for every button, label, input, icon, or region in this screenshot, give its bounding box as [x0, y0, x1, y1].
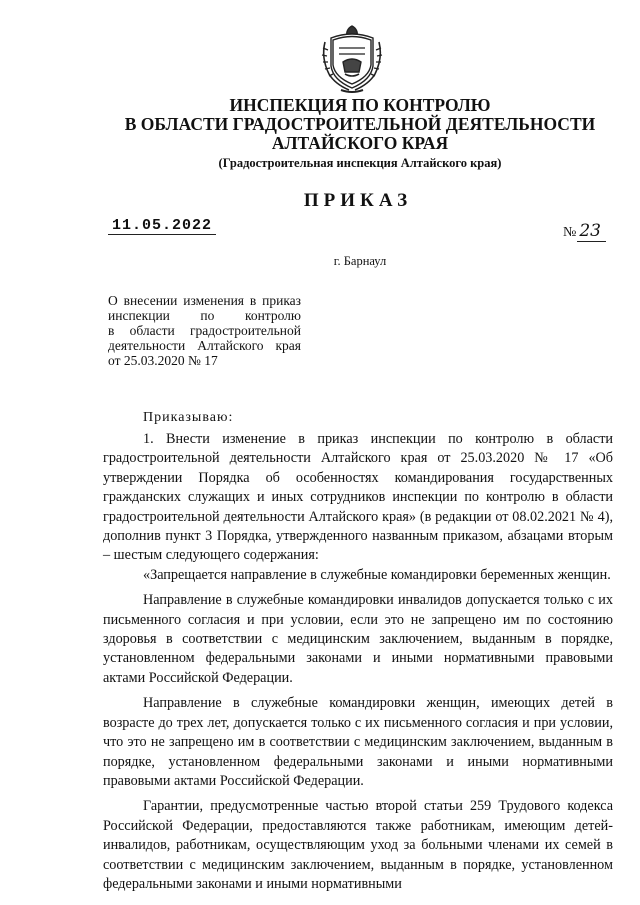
coat-of-arms-emblem — [319, 22, 385, 94]
number-value: 23 — [577, 221, 606, 242]
organization-short-name: (Градостроительная инспекция Алтайского края) — [218, 156, 502, 170]
number-prefix: № — [563, 225, 577, 240]
subject-line: О внесении изменения в приказ — [108, 293, 301, 308]
subject-line: от 25.03.2020 № 17 — [108, 353, 218, 368]
document-body — [103, 430, 613, 894]
order-word: Приказываю: — [143, 410, 234, 425]
org-line: В ОБЛАСТИ ГРАДОСТРОИТЕЛЬНОЙ ДЕЯТЕЛЬНОСТИ — [124, 114, 596, 134]
document-type-title: ПРИКАЗ — [303, 190, 413, 211]
subject-line: инспекции по контролю — [108, 308, 301, 323]
city-name: г. Барнаул — [333, 254, 387, 268]
document-number — [563, 221, 606, 241]
body-paragraph: «Запрещается направление в служебные командировки беременных женщин. — [143, 566, 611, 583]
org-line: ИНСПЕКЦИЯ ПО КОНТРОЛЮ — [229, 95, 491, 115]
document-subject — [108, 293, 301, 368]
subject-line: в области градостроительной — [108, 323, 301, 338]
body-paragraph: Направление в служебные командировки инвалидов допускается только с их письменного согласия и при условии, если это не запрещено им по состоянию здоровья в соответствии с медицинским заключением, выданным в порядке, установленном федеральными законами и иными нормативными правовыми актами Российской Федерации. — [103, 592, 613, 686]
document-date: 11.05.2022 — [108, 217, 216, 235]
organization-name — [40, 96, 640, 153]
org-line: АЛТАЙСКОГО КРАЯ — [271, 133, 449, 153]
body-paragraph: Гарантии, предусмотренные частью второй статьи 259 Трудового кодекса Российской Федерации, предоставляются также работникам, имеющим детей-инвалидов, работникам, осуществляющим уход за больными членами их семей в соответствии с медицинским заключением, выданным в порядке, установленном федеральными законами и иными нормативными — [103, 798, 613, 892]
body-paragraph: 1. Внести изменение в приказ инспекции по контролю в области градостроительной деятельности Алтайского края от 25.03.2020 № 17 «Об утверждении Порядка об особенностях командирования государственных гражданских служащих и иных сотрудников инспекции по контролю в области градостроительной деятельности Алтайского края» (в редакции от 08.02.2021 № 4), дополнив пункт 3 Порядка, утвержденного названным приказом, абзацами вторым – шестым следующего содержания: — [103, 431, 613, 564]
subject-line: деятельности Алтайского края — [108, 338, 301, 353]
body-paragraph: Направление в служебные командировки женщин, имеющих детей в возрасте до трех лет, допускается только с их письменного согласия и при условии, что это не запрещено им в соответствии с медицинским заключением, выданным в порядке, установленном федеральными законами и иными нормативными правовыми актами Российской Федерации. — [103, 695, 613, 789]
